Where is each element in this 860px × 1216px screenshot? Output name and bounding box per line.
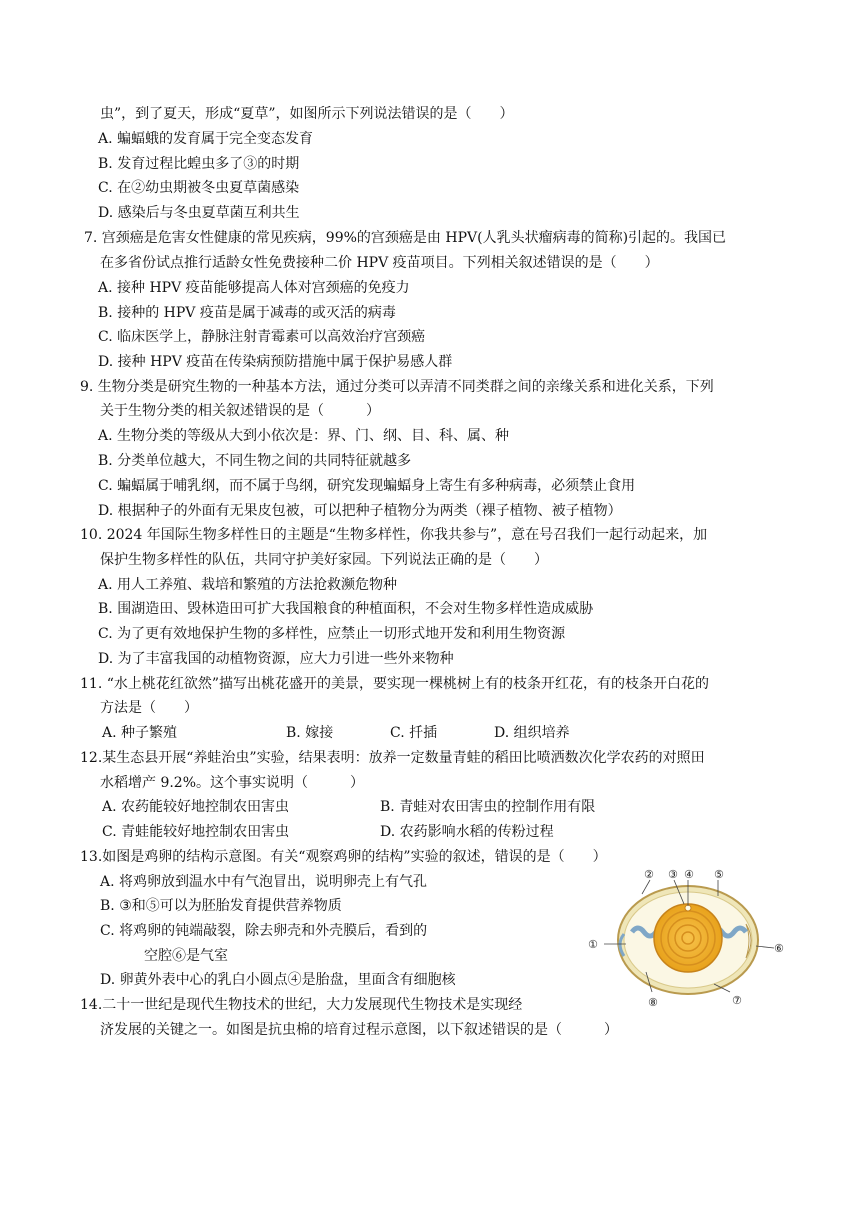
q13-option-d: D. 卵黄外表中心的乳白小圆点④是胎盘，里面含有细胞核 [100, 972, 456, 988]
q7-option-d: D. 接种 HPV 疫苗在传染病预防措施中属于保护易感人群 [98, 354, 453, 370]
q11-stem-line-2: 方法是（ ） [100, 700, 198, 716]
q12-stem-line-1: 12.某生态县开展“养蛙治虫”实验，结果表明：放养一定数量青蛙的稻田比喷洒数次化学农药的对照田 [80, 750, 705, 766]
q6-stem-tail: 虫”，到了夏天，形成“夏草”，如图所示下列说法错误的是（ ） [100, 106, 514, 122]
q10-stem-line-2: 保护生物多样性的队伍，共同守护美好家园。下列说法正确的是（ ） [100, 552, 548, 568]
q6-option-c: C. 在②幼虫期被冬虫夏草菌感染 [98, 180, 300, 196]
q9-stem-line-2: 关于生物分类的相关叙述错误的是（ ） [100, 403, 380, 419]
q14-stem-line-1: 14.二十一世纪是现代生物技术的世纪，大力发展现代生物技术是实现经 [80, 997, 523, 1013]
q12-option-d: D. 农药影响水稻的传粉过程 [380, 824, 554, 840]
yolk [654, 904, 722, 972]
q7-option-a: A. 接种 HPV 疫苗能够提高人体对宫颈癌的免疫力 [98, 280, 410, 296]
q7-option-c: C. 临床医学上，静脉注射青霉素可以高效治疗宫颈癌 [98, 329, 426, 345]
q7-stem-line-1: 7. 宫颈癌是危害女性健康的常见疾病，99%的宫颈癌是由 HPV(人乳头状瘤病毒的简称)引起的。我国已 [84, 230, 727, 246]
q12-stem-line-2: 水稻增产 9.2%。这个事实说明（ ） [100, 775, 365, 791]
q14-stem-line-2: 济发展的关键之一。如图是抗虫棉的培育过程示意图，以下叙述错误的是（ ） [100, 1022, 618, 1038]
figure-label-2: ② [644, 868, 654, 881]
figure-label-7: ⑦ [732, 994, 742, 1007]
q13-option-c-line-2: 空腔⑥是气室 [144, 948, 228, 964]
figure-label-5: ⑤ [714, 868, 724, 881]
q12-option-a: A. 农药能较好地控制农田害虫 [102, 799, 290, 815]
egg-structure-figure [584, 864, 790, 1014]
q11-stem-line-1: 11. “水上桃花红欲然”描写出桃花盛开的美景，要实现一棵桃树上有的枝条开红花，有的枝条开白花的 [80, 676, 710, 692]
q11-option-a: A. 种子繁殖 [102, 725, 178, 741]
figure-label-4: ④ [684, 868, 694, 881]
q9-option-d: D. 根据种子的外面有无果皮包被，可以把种子植物分为两类（裸子植物、被子植物） [98, 503, 622, 519]
q13-option-a: A. 将鸡卵放到温水中有气泡冒出，说明卵壳上有气孔 [100, 874, 428, 890]
q13-stem-line-1: 13.如图是鸡卵的结构示意图。有关“观察鸡卵的结构”实验的叙述，错误的是（ ） [80, 849, 607, 865]
figure-label-6: ⑥ [774, 942, 784, 955]
q13-option-c-line-1: C. 将鸡卵的钝端敲裂，除去卵壳和外壳膜后，看到的 [100, 923, 428, 939]
q10-option-c: C. 为了更有效地保护生物的多样性，应禁止一切形式地开发和利用生物资源 [98, 626, 566, 642]
q9-option-b: B. 分类单位越大，不同生物之间的共同特征就越多 [98, 453, 412, 469]
figure-label-3: ③ [668, 868, 678, 881]
q9-stem-line-1: 9. 生物分类是研究生物的一种基本方法，通过分类可以弄清不同类群之间的亲缘关系和进化关系，下列 [80, 379, 714, 395]
q9-option-c: C. 蝙蝠属于哺乳纲，而不属于鸟纲，研究发现蝙蝠身上寄生有多种病毒，必须禁止食用 [98, 478, 636, 494]
q10-option-b: B. 围湖造田、毁林造田可扩大我国粮食的种植面积，不会对生物多样性造成威胁 [98, 601, 594, 617]
q7-stem-line-2: 在多省份试点推行适龄女性免费接种二价 HPV 疫苗项目。下列相关叙述错误的是（ ） [100, 255, 659, 271]
q6-option-d: D. 感染后与冬虫夏草菌互利共生 [98, 205, 300, 221]
q6-option-a: A. 蝙蝠蛾的发育属于完全变态发育 [98, 131, 314, 147]
q7-option-b: B. 接种的 HPV 疫苗是属于减毒的或灭活的病毒 [98, 305, 396, 321]
q6-option-b: B. 发育过程比蝗虫多了③的时期 [98, 156, 300, 172]
q9-option-a: A. 生物分类的等级从大到小依次是：界、门、纲、目、科、属、种 [98, 428, 510, 444]
q13-option-b: B. ③和⑤可以为胚胎发育提供营养物质 [100, 898, 342, 914]
q10-option-a: A. 用人工养殖、栽培和繁殖的方法抢救濒危物种 [98, 577, 398, 593]
q12-option-c: C. 青蛙能较好地控制农田害虫 [102, 824, 290, 840]
q10-stem-line-1: 10. 2024 年国际生物多样性日的主题是“生物多样性，你我共参与”，意在号召我们一起行动起来，加 [80, 527, 708, 543]
q11-option-c: C. 扦插 [390, 725, 438, 741]
q10-option-d: D. 为了丰富我国的动植物资源，应大力引进一些外来物种 [98, 651, 454, 667]
figure-label-8: ⑧ [648, 996, 658, 1009]
q12-option-b: B. 青蛙对农田害虫的控制作用有限 [380, 799, 596, 815]
q11-option-d: D. 组织培养 [494, 725, 570, 741]
figure-label-1: ① [588, 938, 598, 951]
q11-option-b: B. 嫁接 [286, 725, 334, 741]
